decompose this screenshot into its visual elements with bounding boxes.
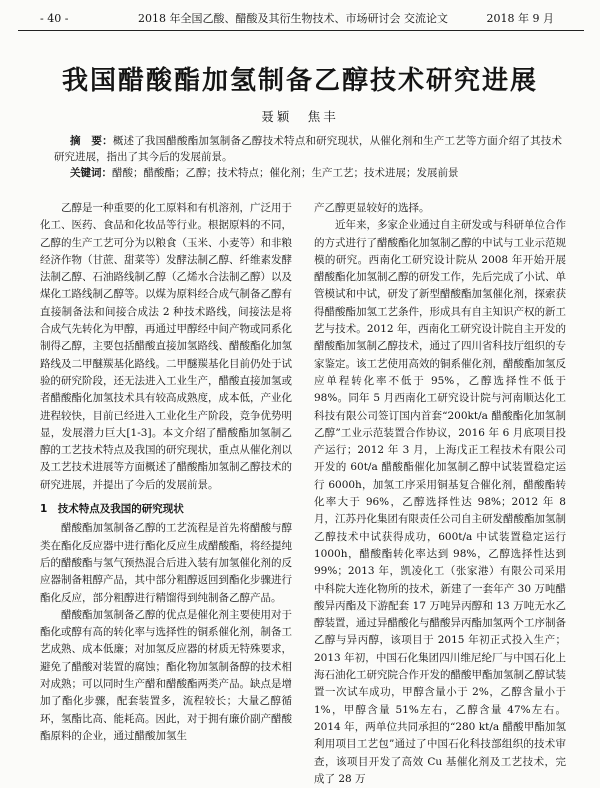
page-header [18,8,584,31]
keywords-text: 醋酸；醋酸酯；乙醇；技术特点；催化剂；生产工艺；技术进展；发展前景 [112,167,459,179]
body-column-right [314,200,566,788]
keywords [54,165,562,181]
intro-paragraph: 乙醇是一种重要的化工原料和有机溶剂，广泛用于化工、医药、食品和化妆品等行业。根据原料的不同，乙醇的生产工艺可分为以粮食（玉米、小麦等）和非粮经济作物（甘蔗、甜菜等）发酵法制乙醇、纤维素发酵法制乙醇、石油路线制乙醇（乙烯水合法制乙醇）以及煤化工路线制乙醇等。以煤为原料经合成气制备乙醇有直接制备法和间接合成法 2 种技术路线，间接法是将合成气先转化为甲醇，再通过甲醇经中间产物或同系化制得乙醇，主要包括醋酸直接加氢路线、醋酸酯化加氢路线及二甲醚羰基化路线。二甲醚羰基化目前仍处于试验的研究阶段，还无法进入工业生产，醋酸直接加氢或者醋酸酯化加氢技术具有较高成熟度，成本低，产业化进程较快，目前已经进入工业化生产阶段，竞争优势明显，发展潜力巨大[1-3]。本文介绍了醋酸酯加氢制乙醇的工艺技术特点及我国的研究现状，重点从催化剂以及工艺技术进展等方面概述了醋酸酯加氢制乙醇技术的研究进展，并提出了今后的发展前景。 [40,202,292,491]
abstract-label: 摘 要： [70,135,113,147]
publication-date: 2018 年 9 月 [486,12,554,25]
abstract-block [54,133,562,181]
article-title: 我国醋酸酯加氢制备乙醇技术研究进展 [61,66,538,96]
section-heading-1: 1 技术特点及我国的研究现状 [40,503,184,516]
carry-over-text: 产乙醇更显较好的选择。 [314,202,430,214]
conference-name: 2018 年全国乙酸、醋酸及其衍生物技术、市场研讨会 交流论文 [138,12,448,25]
advantages-paragraph: 醋酸酯加氢制备乙醇的优点是催化剂主要使用对于酯化或醇有高的转化率与选择性的铜系催化剂，制备工艺成熟、成本低廉；对加氢反应器的材质无特殊要求，避免了醋酸对装置的腐蚀；酯化物加氢制备醇的技术相对成熟；可以同时生产醋和醋酸酯两类产品。缺点是增加了酯化步骤，配套装置多，流程较长；大量乙醇循环，氢酯比高、能耗高。因此，对于拥有廉价副产醋酸酯原料的企业，通过醋酸加氢生 [40,608,292,742]
abstract [54,133,562,165]
research-status-paragraph: 近年来，多家企业通过自主研发或与科研单位合作的方式进行了醋酸酯化加氢制乙醇的中试与工业示范规模的研究。西南化工研究设计院从 2008 年开始开展醋酸酯化加氢制乙醇的研发工作，先后完成了小试、单管模试和中试，研发了新型醋酸酯加氢催化剂，探索获得醋酸酯加氢工艺条件，形成具有自主知识产权的新工艺与技术。2012 年，西南化工研究设计院自主开发的醋酸酯加氢制乙醇技术，通过了四川省科技厅组织的专家鉴定。该工艺使用高效的铜系催化剂，醋酸酯加氢反应单程转化率不低于 95%，乙醇选择性不低于 98%。同年 5 月西南化工研究设计院与河南顺达化工科技有限公司签订国内首套“200kt/a 醋酸酯化加氢制乙醇”工业示范装置合作协议，2016 年 6 月底项目投产运行；2012 年 3 月，上海戊正工程技术有限公司开发的 60t/a 醋酸酯催化加氢制乙醇中试装置稳定运行 6000h，加氢工序采用铜基复合催化剂，醋酸酯转化率大于 96%，乙醇选择性达 98%；2012 年 8 月，江苏丹化集团有限责任公司自主研发醋酸酯加氢制乙醇技术中试获得成功，600t/a 中试装置稳定运行 1000h，醋酸酯转化率达到 98%，乙醇选择性达到 99%；2013 年，凯凌化工（张家港）有限公司采用中科院大连化物所的技术，新建了一套年产 30 万吨醋酸异丙酯及下游配套 17 万吨异丙醇和 13 万吨无水乙醇装置，通过异醋酸化与醋酸异丙酯加氢两个工序制备乙醇与异丙醇，该项目于 2015 年初正式投入生产；2013 年初，中国石化集团四川维尼纶厂与中国石化上海石油化工研究院合作开发的醋酸甲酯加氢制乙醇试装置一次试车成功，甲醇含量小于 2%，乙醇含量小于 1%，甲醇含量 51%左右，乙醇含量 47%左右。2014 年，两单位共同承担的“280 kt/a 醋酸甲酯加氢利用项目工艺包”通过了中国石化科技部组织的技术审查，该项目开发了高效 Cu 基催化剂及工艺技术，完成了 28 万 [314,219,566,785]
body-column-left [40,200,292,745]
process-paragraph: 醋酸酯加氢制备乙醇的工艺流程是首先将醋酸与醇类在酯化反应器中进行酯化反应生成醋酸酯，将经提纯后的醋酸酯与氢气预热混合后进入装有加氢催化剂的反应器制备粗醇产品，其中部分粗醇返回到酯化步骤进行酯化反应，部分粗醇进行精馏得到纯制备乙醇产品。 [40,522,292,604]
abstract-text: 概述了我国醋酸酯加氢制备乙醇技术特点和研究现状，从催化剂和生产工艺等方面介绍了其技术研究进展，指出了其今后的发展前景。 [54,135,563,163]
keywords-label: 关键词： [70,167,112,179]
page-number: - 40 - [40,12,69,25]
article-authors: 聂颖 焦丰 [261,109,339,124]
